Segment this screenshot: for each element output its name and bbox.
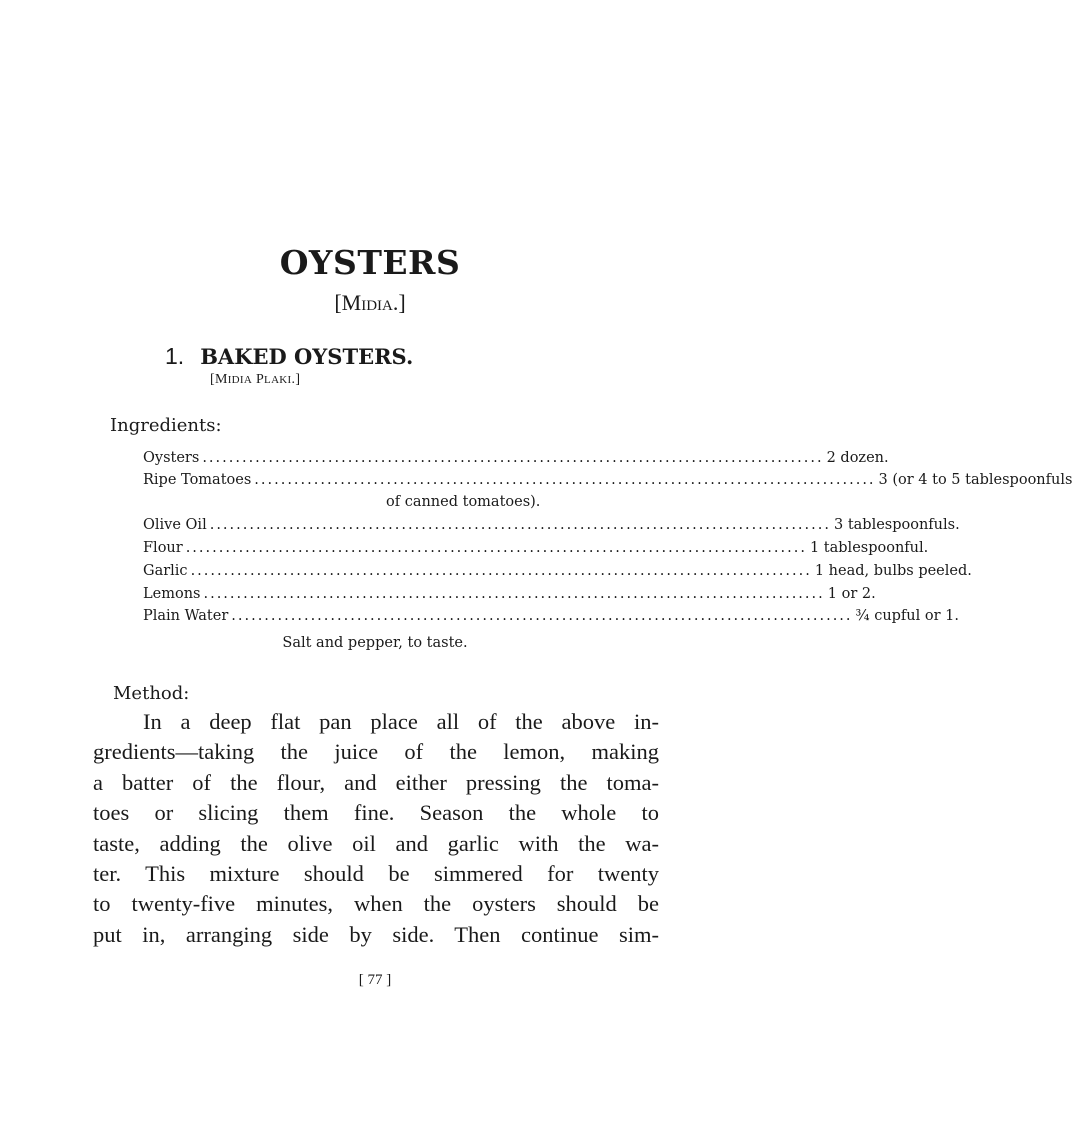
ingredient-row	[143, 540, 929, 560]
method-paragraph	[93, 707, 659, 950]
chapter-subtitle-cap: M	[341, 290, 362, 315]
chapter-subtitle-close: .]	[392, 290, 406, 315]
dot-leader: ..............................................................................................	[185, 540, 807, 556]
chapter-subtitle	[0, 290, 740, 316]
recipe-heading	[165, 343, 413, 370]
recipe-subtitle-smallcaps-2: LAKI	[264, 374, 292, 386]
method-line: taste, adding the olive oil and garlic with the wa-	[93, 830, 659, 856]
dot-leader: ..............................................................................................	[254, 472, 876, 488]
dot-leader: ..............................................................................................	[202, 450, 824, 466]
ingredients-heading: Ingredients:	[110, 415, 222, 436]
method-line: put in, arranging side by side. Then continue sim-	[93, 921, 659, 947]
ingredient-name: Oysters	[143, 450, 200, 466]
ingredient-name: Garlic	[143, 563, 188, 579]
ingredient-row	[143, 586, 876, 606]
ingredient-row	[143, 563, 972, 583]
ingredient-row	[143, 450, 889, 470]
ingredient-amount: 3 tablespoonfuls.	[833, 517, 960, 533]
method-line: to twenty-five minutes, when the oysters should be	[93, 891, 659, 917]
ingredient-amount: 1 head, bulbs peeled.	[814, 563, 972, 579]
chapter-title: OYSTERS	[279, 243, 461, 282]
method-line: a batter of the flour, and either pressing the toma-	[93, 769, 659, 795]
recipe-subtitle	[210, 372, 300, 388]
method-line: toes or slicing them fine. Season the whole to	[93, 800, 659, 826]
ingredient-name: Flour	[143, 540, 183, 556]
ingredient-row	[143, 517, 960, 537]
chapter-subtitle-smallcaps: IDIA	[361, 298, 393, 314]
dot-leader: ..............................................................................................	[203, 586, 825, 602]
ingredient-amount: 3 (or 4 to 5 tablespoonfuls	[878, 472, 1072, 488]
method-line: gredients—taking the juice of the lemon, making	[93, 739, 659, 765]
ingredient-name: Olive Oil	[143, 517, 207, 533]
recipe-subtitle-open: [	[210, 372, 215, 387]
ingredient-name: Plain Water	[143, 608, 229, 624]
page-number: [ 77 ]	[358, 972, 392, 988]
dot-leader: ..............................................................................................	[231, 608, 853, 624]
ingredient-amount-continuation: of canned tomatoes).	[386, 494, 541, 510]
recipe-subtitle-cap-2: P	[255, 372, 265, 387]
ingredient-amount: 1 tablespoonful.	[809, 540, 929, 556]
recipe-subtitle-close: .]	[291, 372, 301, 387]
chapter-subtitle-open: [	[334, 290, 342, 315]
ingredient-amount: 1 or 2.	[827, 586, 876, 602]
recipe-number: 1.	[165, 343, 185, 369]
method-line: In a deep flat pan place all of the above in-	[143, 709, 659, 734]
dot-leader: ..............................................................................................	[190, 563, 812, 579]
ingredient-amount: 2 dozen.	[826, 450, 889, 466]
ingredient-row	[143, 608, 959, 628]
ingredient-row	[143, 472, 1072, 492]
method-heading: Method:	[113, 683, 190, 704]
ingredient-name: Ripe Tomatoes	[143, 472, 252, 488]
seasoning-note: Salt and pepper, to taste.	[282, 635, 468, 651]
recipe-subtitle-smallcaps-1: IDIA	[227, 374, 253, 386]
recipe-title: BAKED OYSTERS.	[200, 344, 414, 369]
recipe-subtitle-cap-1: M	[214, 372, 228, 387]
ingredient-name: Lemons	[143, 586, 201, 602]
method-line: ter. This mixture should be simmered for twenty	[93, 861, 659, 887]
ingredient-amount: ¾ cupful or 1.	[855, 608, 959, 624]
dot-leader: ..............................................................................................	[209, 517, 831, 533]
